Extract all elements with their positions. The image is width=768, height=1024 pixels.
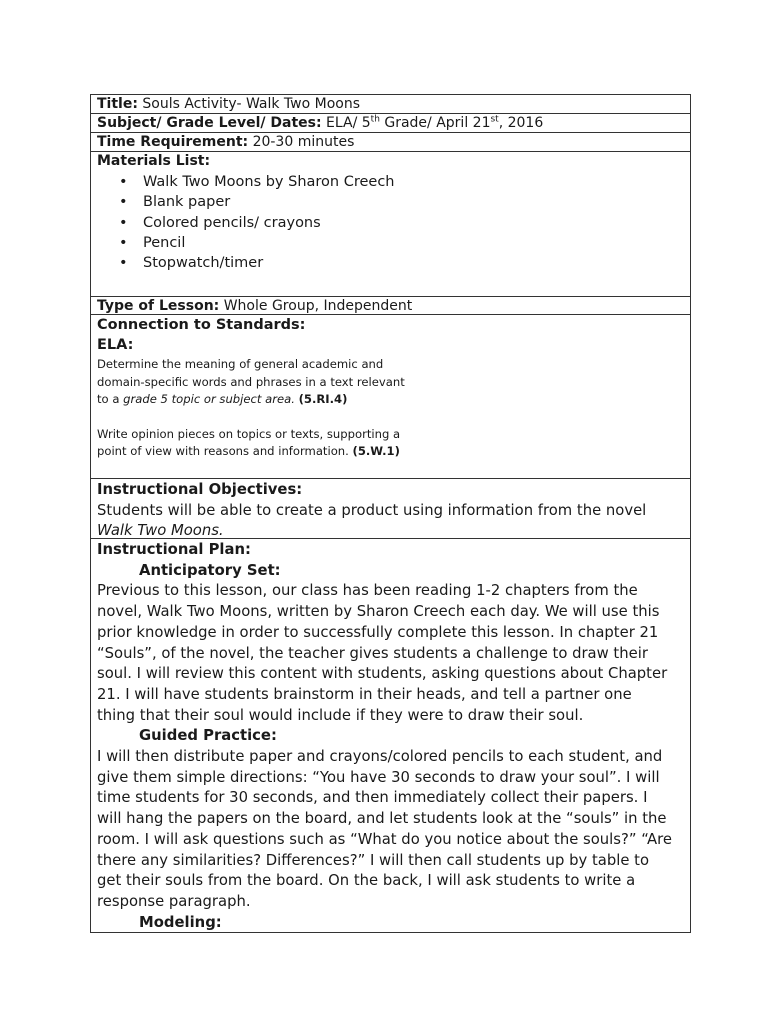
- objectives-row: [91, 479, 690, 539]
- standard-w1: Write opinion pieces on topics or texts, supporting a point of view with reasons and information. (5.W.1): [97, 426, 401, 458]
- title-value: Souls Activity- Walk Two Moons: [142, 96, 361, 112]
- plan-row: [91, 539, 690, 932]
- materials-row: [91, 152, 690, 297]
- list-item: • Walk Two Moons by Sharon Creech: [143, 172, 690, 192]
- standards-label: Connection to Standards:: [97, 317, 306, 333]
- subject-label: Subject/ Grade Level/ Dates:: [97, 115, 322, 131]
- time-value: 20-30 minutes: [252, 134, 355, 150]
- lesson-plan-table: [90, 94, 691, 933]
- guided-practice-heading: Guided Practice:: [139, 727, 277, 745]
- list-item: • Stopwatch/timer: [143, 253, 690, 273]
- plan-label: Instructional Plan:: [97, 541, 251, 558]
- title-row: [91, 95, 690, 114]
- materials-label: Materials List:: [97, 153, 211, 169]
- subject-row: [91, 114, 690, 133]
- lesson-type-value: Whole Group, Independent: [223, 298, 413, 314]
- objectives-label: Instructional Objectives:: [97, 481, 303, 498]
- list-item: • Pencil: [143, 233, 690, 253]
- standards-subject: ELA:: [97, 337, 134, 353]
- anticipatory-set-text: Previous to this lesson, our class has been reading 1-2 chapters from the novel, Walk Two Moons, written by Sharon Creech each day. We will use this prior knowledge in order to successfully complete this lesson. In chapter 21 “Souls”, of the novel, the teacher gives students a challenge to draw their soul. I will review this content with students, asking questions about Chapter 21. I will have students brainstorm in their heads, and tell a partner one thing that their soul would include if they were to draw their soul.: [97, 582, 668, 724]
- list-item: • Blank paper: [143, 192, 690, 212]
- anticipatory-set-heading: Anticipatory Set:: [139, 561, 281, 579]
- subject-value: ELA/ 5th Grade/ April 21st, 2016: [326, 114, 544, 131]
- objectives-text: Students will be able to create a product using information from the novel: [97, 501, 647, 519]
- lesson-type-row: [91, 297, 690, 315]
- objectives-book: Walk Two Moons.: [97, 522, 224, 540]
- guided-practice-text: I will then distribute paper and crayons/colored pencils to each student, and give them simple directions: “You have 30 seconds to draw your soul”. I will time students for 30 seconds, and then immediately collect their papers. I will hang the papers on the board, and let students look at the “souls” in the room. I will ask questions such as “What do you notice about the souls?” “Are there any similarities? Differences?” I will then call students up by table to get their souls from the board. On the back, I will ask students to write a response paragraph.: [97, 748, 672, 910]
- lesson-type-label: Type of Lesson:: [97, 298, 220, 314]
- list-item: • Colored pencils/ crayons: [143, 213, 690, 233]
- standard-ri4: Determine the meaning of general academic and domain-specific words and phrases in a text relevant to a grade 5 topic or subject area. (5.RI.4): [97, 357, 405, 406]
- standards-row: [91, 315, 690, 479]
- modeling-heading: Modeling:: [139, 913, 222, 931]
- time-label: Time Requirement:: [97, 134, 249, 150]
- time-row: [91, 133, 690, 152]
- title-label: Title:: [97, 96, 138, 112]
- materials-list: [97, 172, 690, 273]
